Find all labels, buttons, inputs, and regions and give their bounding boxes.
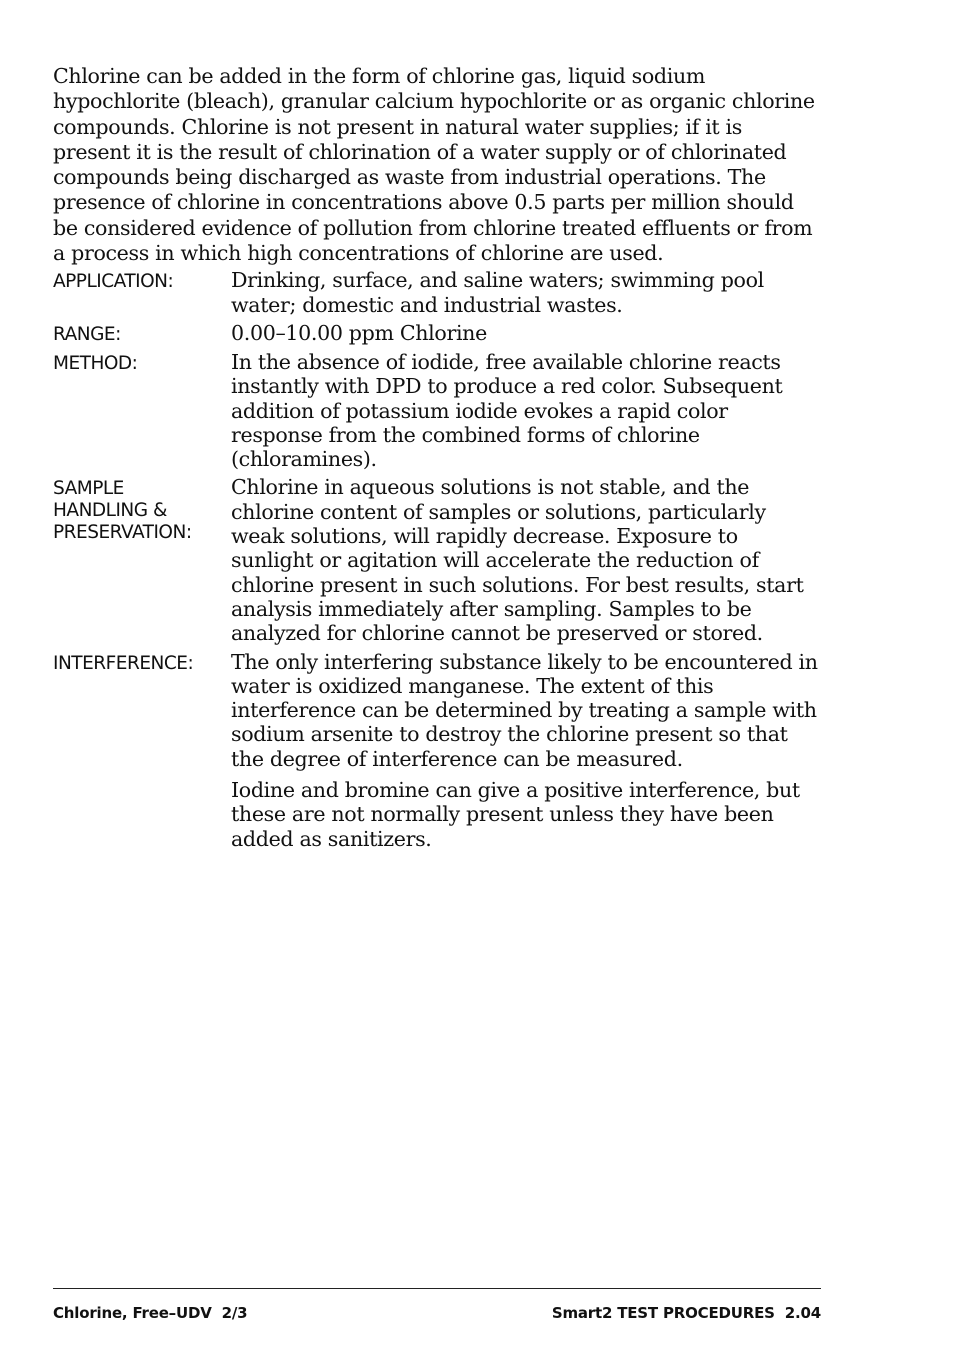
interference-paragraph-1: The only interfering substance likely to be encountered in water is oxidized manganese. The extent of this interference can be determined by treating a sample with sodium arsenite to destroy the chlorine present so that the degree of interference can be measured. <box>231 649 818 771</box>
page-footer <box>53 1304 821 1322</box>
sample-handling-label-line3: PRESERVATION: <box>53 522 192 544</box>
application-label: APPLICATION: <box>53 271 174 293</box>
sample-handling-label-line2: HANDLING & <box>53 500 167 522</box>
interference-paragraph-2: Iodine and bromine can give a positive interference, but these are not normally present unless they have been added as sanitizers. <box>231 778 800 851</box>
document-page <box>53 64 821 851</box>
method-paragraph: In the absence of iodide, free available chlorine reacts instantly with DPD to produce a red color. Subsequent addition of potassium iodide evokes a rapid color response from the combined forms of chlorine (chloramines). <box>231 349 783 472</box>
section-application <box>53 268 821 317</box>
sample-handling-paragraph: Chlorine in aqueous solutions is not stable, and the chlorine content of samples or solutions, particularly weak solutions, will rapidly decrease. Exposure to sunlight or agitation will accelerate the reduction of chlorine present in such solutions. For best results, start analysis immediately after sampling. Samples to be analyzed for chlorine cannot be preserved or stored. <box>231 475 804 646</box>
application-text <box>231 268 821 317</box>
footer-left-text: Chlorine, Free–UDV 2/3 <box>53 1304 248 1322</box>
range-label: RANGE: <box>53 323 121 345</box>
application-paragraph: Drinking, surface, and saline waters; swimming pool water; domestic and industrial wastes. <box>231 268 764 317</box>
section-range <box>53 321 821 346</box>
intro-paragraph: Chlorine can be added in the form of chlorine gas, liquid sodium hypochlorite (bleach), granular calcium hypochlorite or as organic chlorine compounds. Chlorine is not present in natural water supplies; if it is present it is the result of chlorination of a water supply or of chlorinated compounds being discharged as waste from industrial operations. The presence of chlorine in concentrations above 0.5 parts per million should be considered evidence of pollution from chlorine treated effluents or from a process in which high concentrations of chlorine are used. <box>53 64 815 266</box>
footer-right-text: Smart2 TEST PROCEDURES 2.04 <box>551 1304 821 1322</box>
interference-label: INTERFERENCE: <box>53 652 194 674</box>
section-sample-handling <box>53 475 821 645</box>
section-method <box>53 350 821 471</box>
footer-divider <box>53 1288 821 1289</box>
section-interference <box>53 650 821 851</box>
sample-handling-label-line1: SAMPLE <box>53 478 124 500</box>
sample-handling-text <box>231 475 821 645</box>
method-text <box>231 350 821 471</box>
sample-handling-label <box>53 475 231 544</box>
method-label: METHOD: <box>53 352 138 374</box>
range-text <box>231 321 821 345</box>
range-paragraph: 0.00–10.00 ppm Chlorine <box>231 320 487 345</box>
interference-text <box>231 650 821 851</box>
